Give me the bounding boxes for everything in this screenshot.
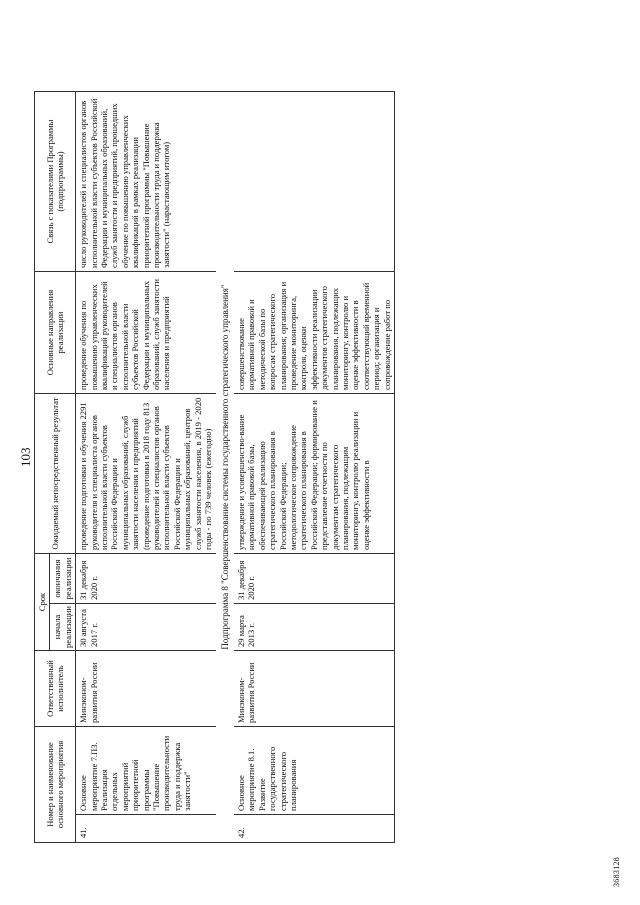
row-link: число руководителей и специалистов органов исполнительной власти субъектов Российской Федерации и муниципальных образований, служб занятости и предприятий, прошедших обучение по повышению управленческих квалификаций в рамках реализации приоритетной программы "Повышение производительности труда и поддержка занятости" (нарастающим итогом) <box>76 92 216 272</box>
header-executor: Ответственный исполнитель <box>35 651 76 727</box>
header-start: начала реализации <box>50 604 76 651</box>
row-number: 41. <box>76 815 216 843</box>
row-result: проведение подготовки и обучения 2291 руководителя и специалиста органов исполнительной власти субъектов Российской Федерации и муниципальных образований, служб занятости населения и предприятий (проведение подготовки в 2018 году 813 руководителей и специалистов органов исполнительной власти субъектов Российской Федерации и муниципальных образований, центров служб занятости населения, в 2019 - 2020 годы - по 739 человек (ежегодно) <box>76 394 216 554</box>
row-end: 31 декабря 2020 г. <box>234 554 395 604</box>
row-start: 30 августа 2017 г. <box>76 604 216 651</box>
row-result: утверждение и усовершенство-вание нормативной правовой базы, обеспечивающей реализацию стратегического планирования в Российской Федерации; методологическое сопровождение стратегического планирования в Российской Федерации; формирование и представление отчетности по документам стратегического планирования, подлежащим мониторингу, контролю реализации и оценке эффективности в <box>234 394 395 554</box>
table-row <box>76 92 216 843</box>
header-directions: Основные направления реализации <box>35 272 76 394</box>
row-number: 42. <box>234 815 395 843</box>
table-row <box>234 92 395 843</box>
header-row <box>35 92 50 843</box>
measures-table <box>34 91 395 843</box>
row-start: 29 марта 2013 г. <box>234 604 395 651</box>
document-code: 3683128 <box>612 856 621 887</box>
row-directions: совершенствование нормативной правовой и методической базы по вопросам стратегического планирования; организация и проведение мониторинга, контроля, оценки эффективности реализации документов стратегического планирования, подлежащих мониторингу, контролю и оценке эффективности в соответствующий временной период; организация и сопровождение работ по <box>234 272 395 394</box>
row-name: Основное мероприятие 7.П3. Реализация отдельных мероприятий приоритетной программы "Повышение производительности труда и поддержка занятости" <box>76 727 216 815</box>
subprogram-heading: Подпрограмма 8 "Совершенствование системы государственного стратегического управления" <box>216 92 234 843</box>
header-result: Ожидаемый непосредственный результат <box>35 394 76 554</box>
page-number: 103 <box>18 447 33 467</box>
subprogram-row <box>216 92 234 843</box>
header-link: Связь с показателями Программы (подпрограммы) <box>35 92 76 272</box>
row-name: Основное мероприятие 8.1. Развитие государственного стратегического планирования <box>234 727 395 815</box>
header-term: Срок <box>35 554 50 651</box>
header-end: окончания реализации <box>50 554 76 604</box>
row-end: 31 декабря 2020 г. <box>76 554 216 604</box>
row-executor: Минэконом-развития России <box>234 651 395 727</box>
row-directions: проведение обучения по повышению управленческих квалификаций руководителей и специалистов органов исполнительной власти субъектов Российской Федерации и муниципальных образований, служб занятости населения и предприятий <box>76 272 216 394</box>
row-link <box>234 92 395 272</box>
header-num-name: Номер и наименование основного мероприятия <box>35 727 76 843</box>
row-executor: Минэконом-развития России <box>76 651 216 727</box>
